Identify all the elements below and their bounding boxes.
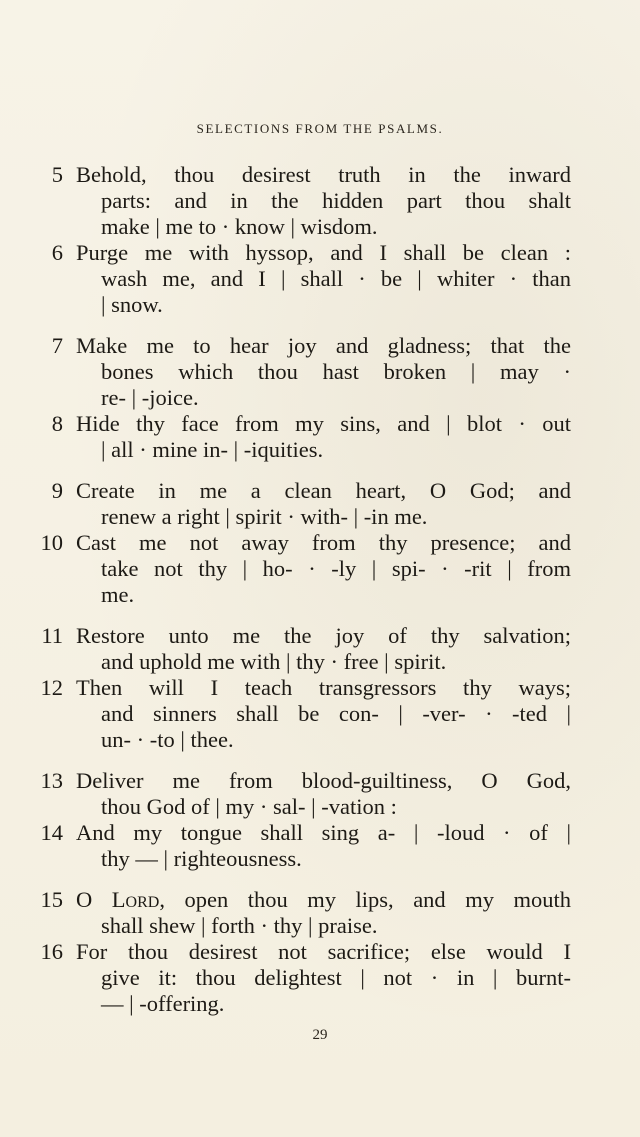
verse-line: re- | -joice.	[101, 385, 199, 410]
page-number: 29	[312, 1027, 328, 1043]
verse-14	[0, 820, 640, 872]
verse-line: make | me to · know | wisdom.	[101, 214, 378, 239]
verse-number: 10	[40, 530, 63, 555]
verse-line: give it: thou delightest | not · in | burnt-	[101, 965, 571, 990]
verse-number: 7	[51, 333, 63, 358]
verse-line: Cast me not away from thy presence; and	[76, 530, 571, 555]
verse-line: Make me to hear joy and gladness; that the	[76, 333, 571, 358]
verse-number: 14	[40, 820, 63, 845]
verse-15	[0, 887, 640, 939]
verse-line: and sinners shall be con- | -ver- · -ted |	[101, 701, 571, 726]
verse-9	[0, 478, 640, 530]
verse-line: renew a right | spirit · with- | -in me.	[101, 504, 428, 529]
verse-7	[0, 333, 640, 411]
verse-line: | all · mine in- | -iquities.	[101, 437, 324, 462]
verse-number: 9	[51, 478, 63, 503]
verse-line: and uphold me with | thy · free | spirit.	[101, 649, 447, 674]
verse-line: Deliver me from blood-guiltiness, O God,	[76, 768, 571, 793]
verse-list	[0, 162, 640, 1017]
verse-line: Behold, thou desirest truth in the inward	[76, 162, 571, 187]
verse-line: O Lord, open thou my lips, and my mouth	[76, 887, 571, 912]
verse-line: un- · -to | thee.	[101, 727, 234, 752]
verse-line: thy — | righteousness.	[101, 846, 302, 871]
verse-number: 11	[41, 623, 63, 648]
verse-line: — | -offering.	[101, 991, 225, 1016]
verse-line: Create in me a clean heart, O God; and	[76, 478, 571, 503]
verse-number: 6	[51, 240, 63, 265]
verse-line: thou God of | my · sal- | -vation :	[101, 794, 397, 819]
verse-line: wash me, and I | shall · be | whiter · than	[101, 266, 571, 291]
verse-line: parts: and in the hidden part thou shalt	[101, 188, 571, 213]
verse-number: 15	[40, 887, 63, 912]
verse-line: me.	[101, 582, 135, 607]
verse-line: Then will I teach transgressors thy ways;	[76, 675, 571, 700]
verse-line: For thou desirest not sacrifice; else would I	[76, 939, 571, 964]
verse-line: | snow.	[101, 292, 163, 317]
verse-line: Restore unto me the joy of thy salvation;	[76, 623, 571, 648]
verse-line: Purge me with hyssop, and I shall be clean :	[76, 240, 571, 265]
verse-5	[0, 162, 640, 240]
verse-11	[0, 623, 640, 675]
verse-10	[0, 530, 640, 608]
verse-line: And my tongue shall sing a- | -loud · of |	[76, 820, 571, 845]
verse-line: Hide thy face from my sins, and | blot · out	[76, 411, 571, 436]
verse-number: 13	[40, 768, 63, 793]
verse-line: shall shew | forth · thy | praise.	[101, 913, 378, 938]
verse-13	[0, 768, 640, 820]
verse-number: 12	[40, 675, 63, 700]
verse-number: 16	[40, 939, 63, 964]
verse-16	[0, 939, 640, 1017]
verse-number: 8	[51, 411, 63, 436]
verse-12	[0, 675, 640, 753]
verse-6	[0, 240, 640, 318]
verse-number: 5	[51, 162, 63, 187]
verse-8	[0, 411, 640, 463]
running-head: SELECTIONS FROM THE PSALMS.	[196, 121, 444, 136]
verse-line: bones which thou hast broken | may ·	[101, 359, 571, 384]
verse-line: take not thy | ho- · -ly | spi- · -rit | from	[101, 556, 571, 581]
